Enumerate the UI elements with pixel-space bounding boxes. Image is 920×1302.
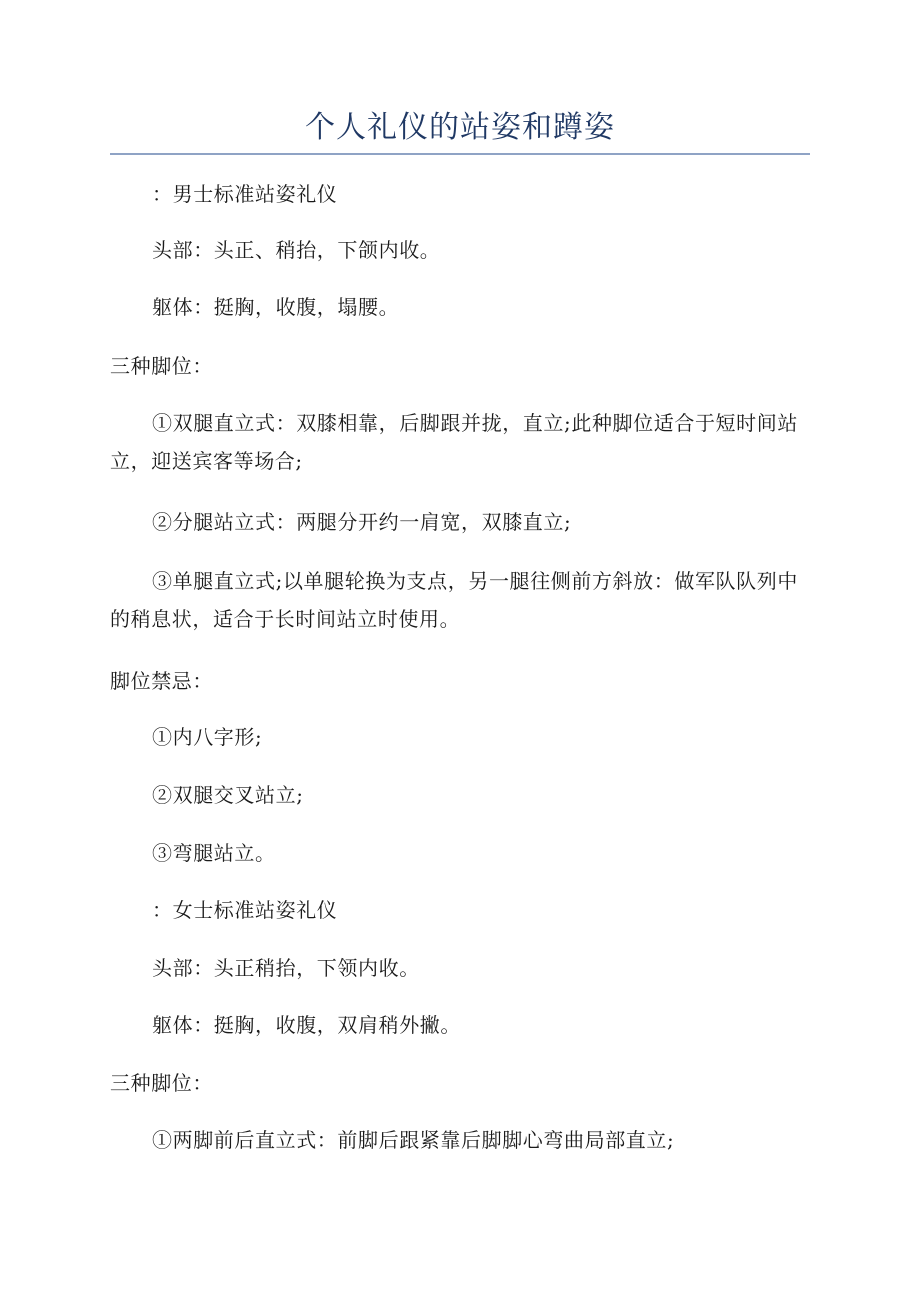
paragraph: ①双腿直立式：双膝相靠，后脚跟并拢，直立;此种脚位适合于短时间站立，迎送宾客等场合;	[110, 411, 798, 473]
title-underline	[110, 153, 810, 155]
paragraph: ①两脚前后直立式：前脚后跟紧靠后脚脚心弯曲局部直立;	[152, 1128, 675, 1152]
document-title: 个人礼仪的站姿和蹲姿	[305, 110, 615, 145]
paragraph: ②双腿交叉站立;	[152, 783, 304, 807]
paragraph: 躯体：挺胸，收腹，塌腰。	[152, 295, 400, 319]
paragraph: 脚位禁忌：	[110, 669, 213, 693]
paragraph: 头部：头正、稍抬，下颌内收。	[152, 238, 441, 262]
paragraph: ③弯腿站立。	[152, 841, 276, 865]
paragraph: ③单腿直立式;以单腿轮换为支点，另一腿往侧前方斜放：做军队队列中的稍息状，适合于长时间站立时使用。	[110, 569, 798, 631]
paragraph: ：男士标准站姿礼仪	[152, 182, 338, 206]
paragraph: 三种脚位：	[110, 354, 213, 378]
paragraph: ①内八字形;	[152, 725, 263, 749]
paragraph: 躯体：挺胸，收腹，双肩稍外撇。	[152, 1013, 461, 1037]
paragraph: ：女士标准站姿礼仪	[152, 898, 338, 922]
paragraph: ②分腿站立式：两腿分开约一肩宽，双膝直立;	[152, 510, 572, 534]
paragraph: 三种脚位：	[110, 1071, 213, 1095]
paragraph: 头部：头正稍抬，下领内收。	[152, 956, 420, 980]
